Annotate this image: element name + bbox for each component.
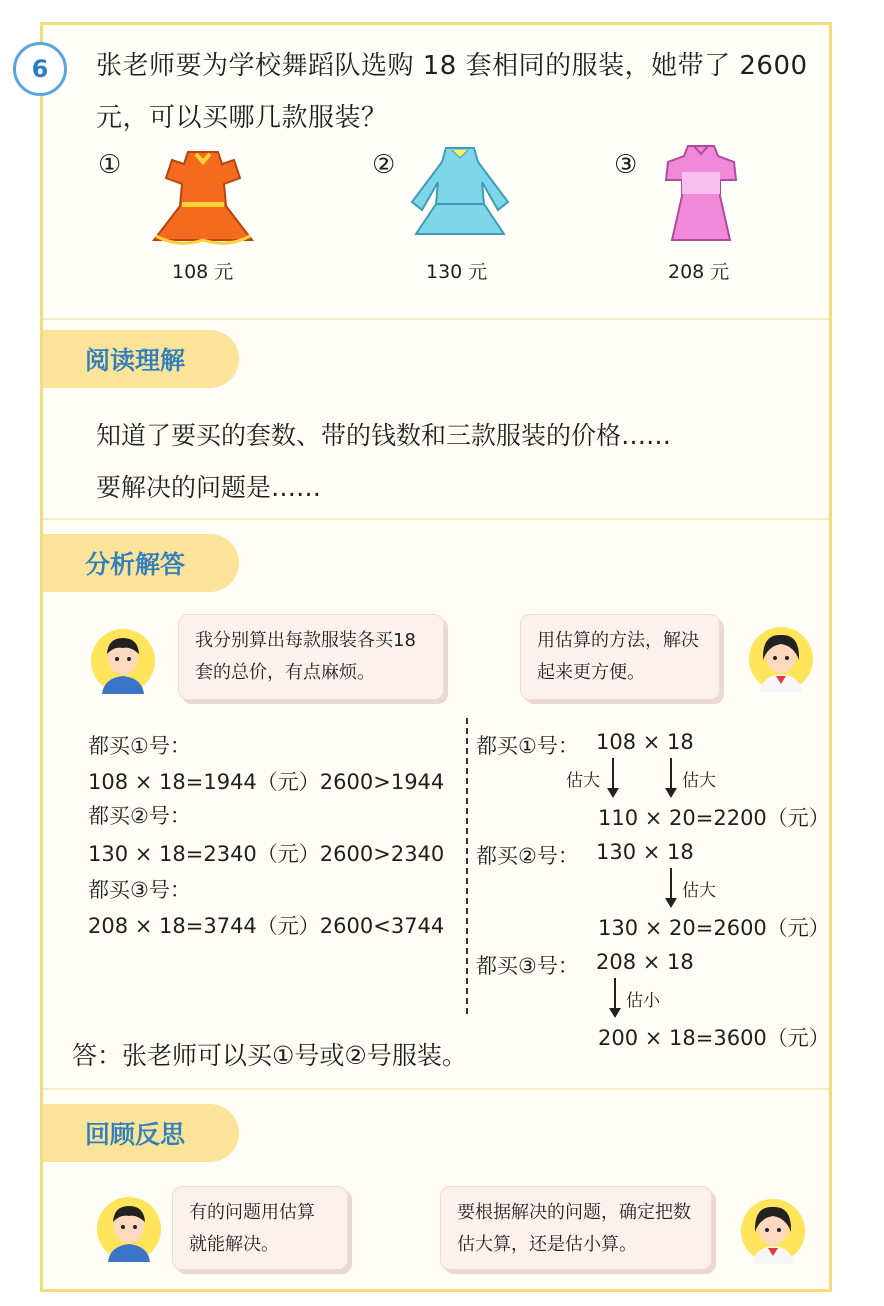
reading-line-1: 知道了要买的套数、带的钱数和三款服装的价格…… [96,421,672,450]
pink-dress-icon [662,140,740,246]
problem-text: 张老师要为学校舞蹈队选购 18 套相同的服装，她带了 2600 元，可以买哪几款服装？ [96,51,808,133]
item-3-label: ③ [614,150,638,180]
item-3-price: 208 元 [668,261,730,283]
arrow-label: 估大 [566,771,600,791]
bubble-boy-2: 有的问题用估算就能解决。 [172,1186,348,1270]
girl-avatar-icon [740,1198,806,1264]
boy-avatar-icon [90,628,156,694]
arrow-down-icon [664,868,678,908]
boy-avatar-icon [96,1196,162,1262]
exact-line: 130 × 18=2340（元）2600>2340 [88,842,445,866]
estimate-result-1: 110 × 20=2200（元） [598,806,830,830]
estimate-expr-3: 208 × 18 [596,950,694,974]
exact-line: 都买①号： [88,734,191,758]
column-divider [466,718,468,1014]
arrow-label: 估大 [682,771,716,791]
girl-avatar-icon [748,626,814,692]
divider [43,318,829,320]
item-2-price: 130 元 [426,261,488,283]
section-review: 回顾反思 [43,1104,239,1162]
divider [43,1088,829,1090]
item-2-label: ② [372,150,396,180]
item-1-price: 108 元 [172,261,234,283]
estimate-result-2: 130 × 20=2600（元） [598,916,830,940]
section-read: 阅读理解 [43,330,239,388]
blue-dress-icon [408,142,512,242]
estimate-result-3: 200 × 18=3600（元） [598,1026,830,1050]
exact-line: 108 × 18=1944（元）2600>1944 [88,770,445,794]
estimate-expr-1: 108 × 18 [596,730,694,754]
estimate-label-2: 都买②号： [476,844,579,868]
bubble-boy-1: 我分别算出每款服装各买18 套的总价，有点麻烦。 [178,614,444,700]
problem-number: 6 [13,42,67,96]
exact-line: 都买②号： [88,804,191,828]
orange-dress-icon [148,144,258,252]
answer: 答：张老师可以买①号或②号服装。 [72,1041,467,1070]
estimate-label-1: 都买①号： [476,734,579,758]
arrow-down-icon [664,758,678,798]
estimate-label-3: 都买③号： [476,954,579,978]
estimate-expr-2: 130 × 18 [596,840,694,864]
arrow-label: 估小 [626,991,660,1011]
reading-line-2: 要解决的问题是…… [96,473,322,502]
item-1-label: ① [98,150,122,180]
arrow-label: 估大 [682,881,716,901]
bubble-girl-1: 用估算的方法，解决起来更方便。 [520,614,720,700]
bubble-girl-2: 要根据解决的问题，确定把数估大算，还是估小算。 [440,1186,712,1270]
arrow-down-icon [606,758,620,798]
divider [43,518,829,520]
arrow-down-icon [608,978,622,1018]
exact-line: 208 × 18=3744（元）2600<3744 [88,914,445,938]
exact-line: 都买③号： [88,878,191,902]
section-analyze: 分析解答 [43,534,239,592]
